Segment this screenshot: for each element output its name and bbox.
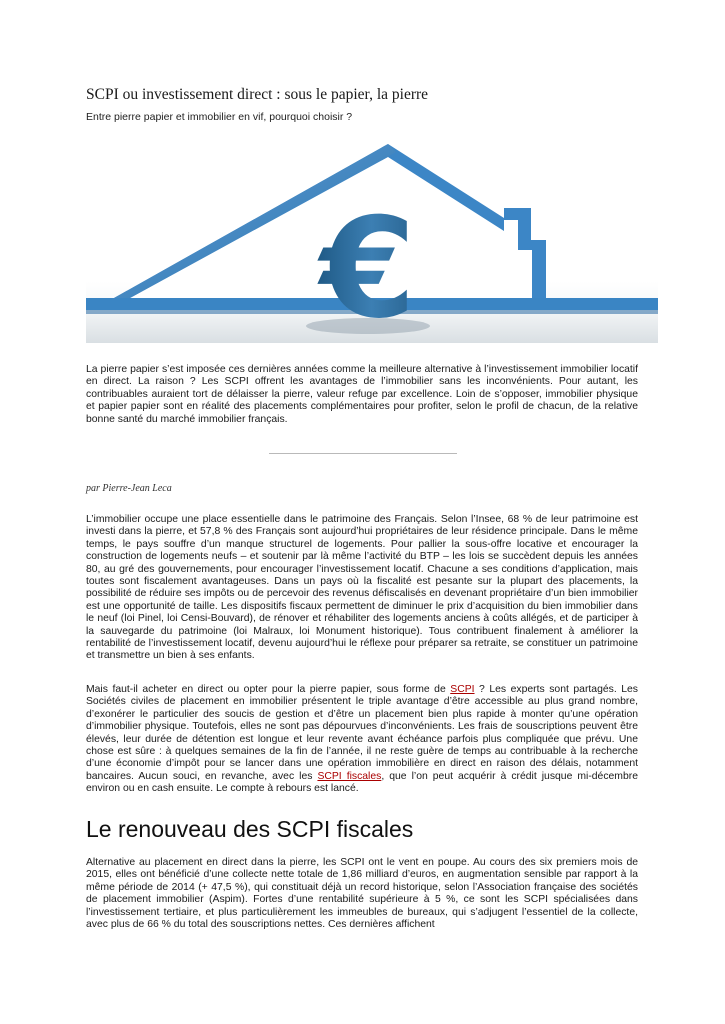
body-paragraph-2 — [86, 684, 638, 796]
author-byline: par Pierre-Jean Leca — [86, 483, 172, 494]
hero-image-house-euro — [86, 138, 658, 343]
body-paragraph-3: Alternative au placement en direct dans la pierre, les SCPI ont le vent en poupe. Au cours des six premiers mois de 2015, elles ont bénéficié d’une collecte nette totale de 1,86 milliard d’euros, en augmentation sensible par rapport à la même période de 2014 (+ 47,5 %), qui constituait déjà un record historique, selon l’Association française des sociétés de placement immobilier (Aspim). Fortes d’une rentabilité supérieure à 5 %, ce sont les SCPI spécialisées dans l’investissement tertiaire, et plus particulièrement les immeubles de bureaux, qui s’adjugent l’essentiel de la collecte, avec plus de 66 % du total des souscriptions nettes. Ces dernières affichent — [86, 857, 638, 931]
body-paragraph-2-text-a: Mais faut-il acheter en direct ou opter pour la pierre papier, sous forme de — [86, 684, 451, 695]
body-paragraph-1: L’immobilier occupe une place essentielle dans le patrimoine des Français. Selon l’Insee, 68 % de leur patrimoine est investi dans la pierre, et 57,8 % des Français sont aujourd’hui propriétaires de leur résidence principale. Dans le même temps, le pays souffre d’un manque structurel de logements. Pour pallier la sous-offre locative et encourager la construction de logements neufs – et soutenir par là même l’activité du BTP – les lois se succèdent depuis les années 80, au gré des gouvernements, pour encourager l’investissement locatif. Chacune a ses conditions d’application, mais toutes sont fiscalement avantageuses. Dans un pays où la fiscalité est pesante sur la plupart des placements, la possibilité de réduire ses impôts ou de percevoir des revenus défiscalisés en devenant propriétaire d’un bien immobilier est une opportunité de taille. Les dispositifs fiscaux permettent de diminuer le prix d’acquisition du bien immobilier dans le neuf (loi Pinel, loi Censi-Bouvard), de rénover et réhabiliter des logements anciens à coûts allégés, et de participer à la sauvegarde du patrimoine (loi Malraux, loi Monument historique). Tous contribuent finalement à améliorer la rentabilité de l’investissement locatif, devenu aujourd’hui le réflexe pour préparer sa retraite, se constituer un patrimoine et transmettre un bien à ses enfants. — [86, 514, 638, 662]
euro-symbol: € — [319, 188, 417, 343]
section-divider — [269, 453, 457, 454]
scpi-link[interactable]: SCPI — [450, 684, 475, 695]
section-heading: Le renouveau des SCPI fiscales — [86, 816, 414, 842]
scpi-fiscales-link[interactable]: SCPI fiscales — [317, 770, 382, 782]
article-title: SCPI ou investissement direct : sous le papier, la pierre — [86, 86, 429, 103]
intro-paragraph: La pierre papier s’est imposée ces dernières années comme la meilleure alternative à l’investissement immobilier locatif en direct. La raison ? Les SCPI offrent les avantages de l’immobilier sans les inconvénients. Pour autant, les contribuables auraient tort de délaisser la pierre, valeur refuge par excellence. Loin de s’opposer, immobilier physique et papier papier sont en réalité des placements complémentaires pour profiter, selon le profil de chacun, de la relative bonne santé du marché immobilier français. — [86, 364, 638, 425]
body-paragraph-2-text-c: , que l’on peut acquérir à crédit jusque mi-décembre environ ou en cash ensuite. Le compte à rebours est lancé. — [86, 770, 638, 795]
article-subtitle: Entre pierre papier et immobilier en vif, pourquoi choisir ? — [86, 111, 353, 123]
body-paragraph-2-text-b: ? Les experts sont partagés. Les Sociétés civiles de placement en immobilier présentent le triple avantage d’être accessible au plus grand nombre, d’exonérer le particulier des soucis de gestion et d’être un placement bien plus rapide à monter qu’une opération d’immobilier physique. Toutefois, elles ne sont pas dépourvues d’inconvénients. Les frais de souscriptions peuvent être élevés, leur durée de détention est longue et leur revente avant échéance parfois plus compliquée que prévu. Une chose est sûre : à quelques semaines de la fin de l’année, il ne reste guère de temps au contribuable à la recherche d’une économie d’impôt pour se lancer dans une opération immobilière en direct en raison des délais, notamment bancaires. Aucun souci, en revanche, avec les — [86, 684, 638, 782]
